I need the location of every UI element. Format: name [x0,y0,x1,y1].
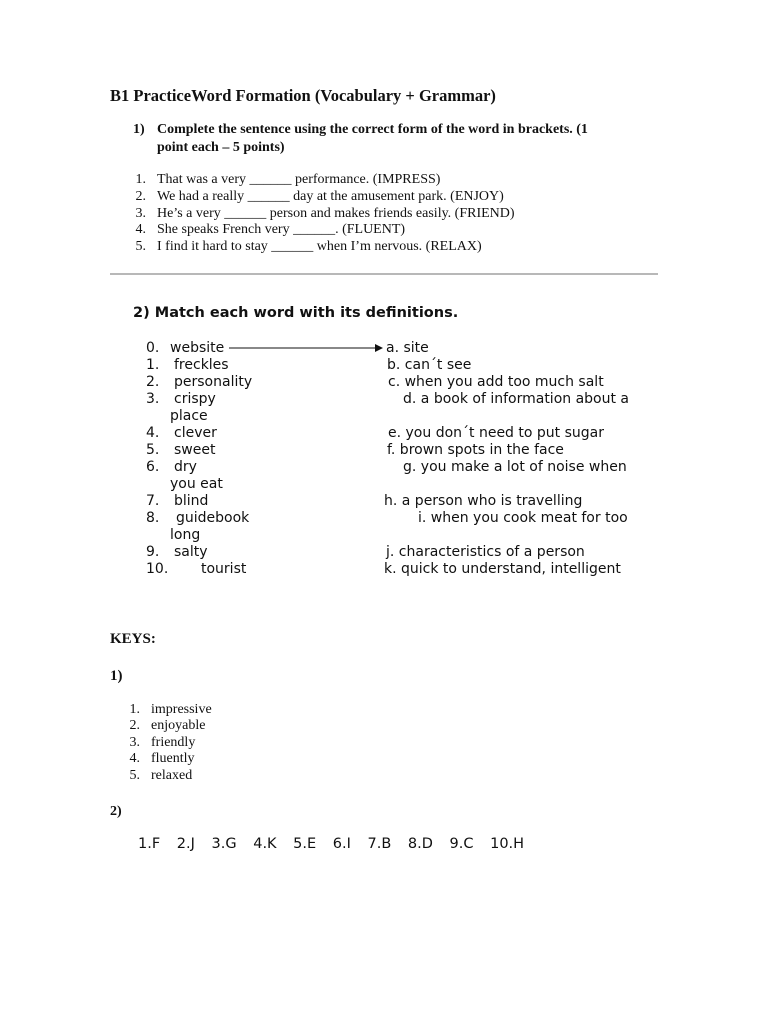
word-item: website [170,340,225,356]
section1-number: 1) [133,122,145,137]
answer-key: 5.E [293,836,317,852]
answer-item: relaxed [151,768,193,783]
answer-key: 4.K [253,836,277,852]
word-item: personality [174,374,253,390]
answer-key: 7.B [367,836,392,852]
word-item: salty [174,544,208,560]
keys-part2-heading: 2) [110,804,122,819]
answer-key: 9.C [449,836,474,852]
section1-instruction: Complete the sentence using the correct form of the word in brackets. (1 [157,122,588,137]
answer-key: 1.F [138,836,161,852]
word-item: guidebook [176,510,250,526]
exercise-sentence: I find it hard to stay ______ when I’m nervous. (RELAX) [157,239,482,254]
section1-instruction-cont: point each – 5 points) [157,140,285,155]
exercise-number: 2. [135,189,146,204]
answer-item: friendly [151,735,196,750]
word-number: 8. [146,510,160,526]
word-number: 10. [146,561,169,577]
definition-item: c. when you add too much salt [388,374,604,390]
exercise-number: 5. [135,239,146,254]
keys-heading: KEYS: [110,631,156,647]
answer-item: fluently [151,751,195,766]
exercise-number: 4. [135,222,146,237]
word-item: blind [174,493,209,509]
word-number: 9. [146,544,160,560]
definition-item: k. quick to understand, intelligent [384,561,621,577]
word-number: 2. [146,374,160,390]
answer-item: impressive [151,702,212,717]
answer-key: 2.J [176,836,195,852]
keys-part1-heading: 1) [110,668,123,684]
answer-number: 3. [129,735,140,750]
word-item: tourist [201,561,247,577]
answer-key: 8.D [407,836,433,852]
definition-item: g. you make a lot of noise when [403,459,627,475]
word-item: clever [174,425,217,441]
exercise-sentence: We had a really ______ day at the amusement park. (ENJOY) [157,189,504,204]
definition-item: f. brown spots in the face [387,442,564,458]
definition-item: b. can´t see [387,357,472,373]
word-item: crispy [174,391,216,407]
answer-key: 10.H [490,836,525,852]
wrapped-line: place [170,408,208,424]
section-divider [110,273,658,275]
answer-key: 3.G [211,836,237,852]
definition-item: d. a book of information about a [403,391,630,407]
word-number: 0. [146,340,160,356]
word-item: sweet [174,442,216,458]
word-number: 3. [146,391,160,407]
word-number: 1. [146,357,160,373]
keys-part2-answers [138,836,536,852]
answer-item: enjoyable [151,718,206,733]
exercise-number: 3. [135,206,146,221]
definition-item: a. site [386,340,429,356]
word-number: 6. [146,459,160,475]
exercise-sentence: She speaks French very ______. (FLUENT) [157,222,406,237]
arrow-icon [229,342,385,354]
word-item: dry [174,459,197,475]
definition-item: i. when you cook meat for too [418,510,628,526]
exercise-sentence: He’s a very ______ person and makes friends easily. (FRIEND) [157,206,515,221]
answer-number: 5. [129,768,140,783]
document-title: B1 PracticeWord Formation (Vocabulary + Grammar) [110,86,496,105]
word-item: freckles [174,357,229,373]
answer-number: 1. [129,702,140,717]
section2-heading: 2) Match each word with its definitions. [133,305,459,321]
answer-key: 6.I [332,836,351,852]
definition-item: h. a person who is travelling [384,493,583,509]
wrapped-line: you eat [170,476,223,492]
answer-number: 2. [129,718,140,733]
exercise-sentence: That was a very ______ performance. (IMPRESS) [157,172,441,187]
definition-item: j. characteristics of a person [386,544,585,560]
word-number: 5. [146,442,160,458]
definition-item: e. you don´t need to put sugar [388,425,604,441]
word-number: 4. [146,425,160,441]
word-number: 7. [146,493,160,509]
exercise-number: 1. [135,172,146,187]
answer-number: 4. [129,751,140,766]
wrapped-line: long [170,527,201,543]
